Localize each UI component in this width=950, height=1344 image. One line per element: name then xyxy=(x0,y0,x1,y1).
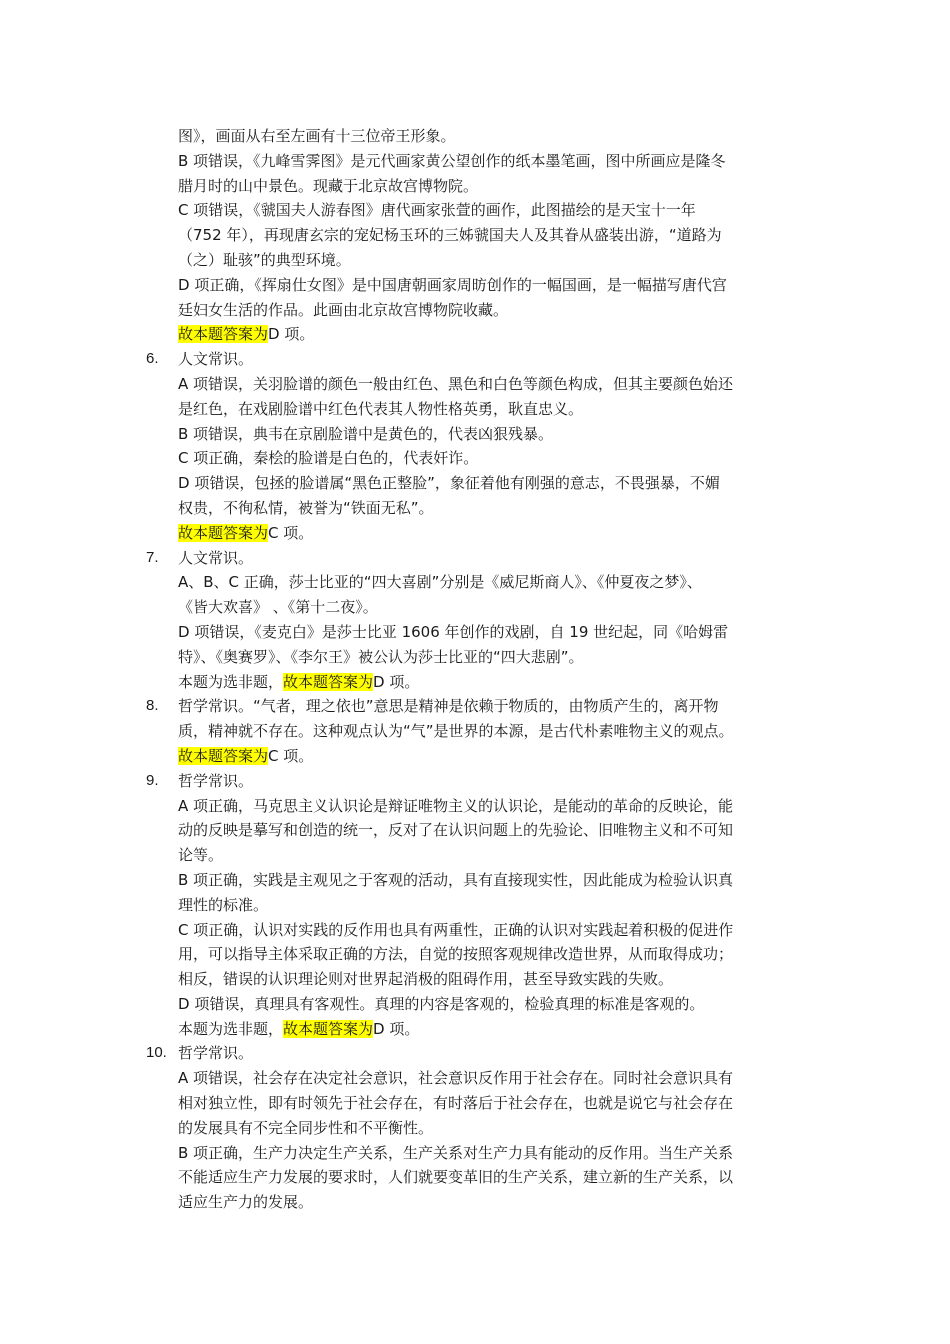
line-text: 人文常识。 xyxy=(178,548,254,567)
line-text: 是红色，在戏剧脸谱中红色代表其人物性格英勇，耿直忠义。 xyxy=(178,399,584,418)
line-text: 权贵，不徇私情，被誉为“铁面无私”。 xyxy=(178,498,434,517)
text-line xyxy=(0,124,950,149)
text-line xyxy=(0,670,950,695)
answer-highlight: 故本题答案为 xyxy=(178,523,269,542)
text-line xyxy=(0,818,950,843)
list-item-first-line xyxy=(0,347,950,372)
answer-highlight: 故本题答案为 xyxy=(178,746,269,765)
text-line xyxy=(0,1116,950,1141)
line-text: A 项正确，马克思主义认识论是辩证唯物主义的认识论，是能动的革命的反映论，能 xyxy=(178,796,734,815)
text-line xyxy=(0,372,950,397)
text-line xyxy=(0,1066,950,1091)
text-line xyxy=(0,1165,950,1190)
text-line xyxy=(0,620,950,645)
answer-highlight: 故本题答案为 xyxy=(178,325,269,344)
line-text: 特》、《奥赛罗》、《李尔王》被公认为莎士比亚的“四大悲剧”。 xyxy=(178,647,584,666)
answer-option: D 项。 xyxy=(373,1019,420,1038)
line-text: B 项正确，生产力决定生产关系，生产关系对生产力具有能动的反作用。当生产关系 xyxy=(178,1143,734,1162)
line-text: 相反，错误的认识理论则对世界起消极的阻碍作用，甚至导致实践的失败。 xyxy=(178,970,674,989)
text-line xyxy=(0,843,950,868)
text-line xyxy=(0,942,950,967)
line-text: C 项正确，认识对实践的反作用也具有两重性，正确的认识对实践起着积极的促进作 xyxy=(178,920,734,939)
text-line xyxy=(0,397,950,422)
text-line xyxy=(0,868,950,893)
text-line xyxy=(0,570,950,595)
line-text: 论等。 xyxy=(178,846,224,865)
list-item-number: 9. xyxy=(146,771,159,789)
line-text: 廷妇女生活的作品。此画由北京故宫博物院收藏。 xyxy=(178,300,509,319)
line-text: C 项错误，《虢国夫人游春图》唐代画家张萱的画作，此图描绘的是天宝十一年 xyxy=(178,201,696,220)
line-text: （752 年），再现唐玄宗的宠妃杨玉环的三姊虢国夫人及其眷从盛装出游，“道路为 xyxy=(178,226,722,245)
text-line xyxy=(0,174,950,199)
text-line xyxy=(0,521,950,546)
text-line xyxy=(0,1091,950,1116)
line-text: 不能适应生产力发展的要求时，人们就要变革旧的生产关系，建立新的生产关系，以 xyxy=(178,1168,734,1187)
text-line xyxy=(0,893,950,918)
line-text: 的发展具有不完全同步性和不平衡性。 xyxy=(178,1118,434,1137)
line-text: 哲学常识。“气者，理之依也”意思是精神是依赖于物质的，由物质产生的，离开物 xyxy=(178,697,719,716)
list-item-number: 8. xyxy=(146,697,159,715)
text-line xyxy=(0,1190,950,1215)
text-line xyxy=(0,322,950,347)
text-line xyxy=(0,645,950,670)
list-item-number: 7. xyxy=(146,548,159,566)
text-line xyxy=(0,298,950,323)
list-item-first-line xyxy=(0,1041,950,1066)
text-line xyxy=(0,595,950,620)
list-item-number: 6. xyxy=(146,350,159,368)
text-line xyxy=(0,1017,950,1042)
document-page xyxy=(0,124,950,1215)
line-text: B 项正确，实践是主观见之于客观的活动，具有直接现实性，因此能成为检验认识真 xyxy=(178,870,734,889)
answer-highlight: 故本题答案为 xyxy=(283,1019,374,1038)
line-text: A 项错误，社会存在决定社会意识，社会意识反作用于社会存在。同时社会意识具有 xyxy=(178,1069,734,1088)
line-text: C 项正确，秦桧的脸谱是白色的，代表奸诈。 xyxy=(178,449,479,468)
line-text: 动的反映是摹写和创造的统一，反对了在认识问题上的先验论、旧唯物主义和不可知 xyxy=(178,821,734,840)
text-line xyxy=(0,198,950,223)
text-line xyxy=(0,967,950,992)
line-text: D 项错误，包拯的脸谱属“黑色正整脸”，象征着他有刚强的意志，不畏强暴，不媚 xyxy=(178,474,720,493)
text-line xyxy=(0,273,950,298)
line-text: 人文常识。 xyxy=(178,350,254,369)
line-text: 相对独立性，即有时领先于社会存在，有时落后于社会存在，也就是说它与社会存在 xyxy=(178,1094,734,1113)
line-text: 哲学常识。 xyxy=(178,1044,254,1063)
text-line xyxy=(0,248,950,273)
line-text: B 项错误，典韦在京剧脸谱中是黄色的，代表凶狠残暴。 xyxy=(178,424,554,443)
text-line xyxy=(0,422,950,447)
line-text: D 项正确，《挥扇仕女图》是中国唐朝画家周昉创作的一幅国画，是一幅描写唐代宫 xyxy=(178,275,727,294)
line-text: 哲学常识。 xyxy=(178,771,254,790)
text-line xyxy=(0,471,950,496)
list-item-first-line xyxy=(0,769,950,794)
answer-option: D 项。 xyxy=(268,325,315,344)
line-text: 腊月时的山中景色。现藏于北京故宫博物院。 xyxy=(178,176,479,195)
text-line xyxy=(0,149,950,174)
text-line xyxy=(0,446,950,471)
text-line xyxy=(0,744,950,769)
answer-option: D 项。 xyxy=(373,672,420,691)
line-text: D 项错误，《麦克白》是莎士比亚 1606 年创作的戏剧，自 19 世纪起，同《哈姆雷 xyxy=(178,622,729,641)
answer-option: C 项。 xyxy=(268,746,314,765)
line-text: A、B、C 正确，莎士比亚的“四大喜剧”分别是《威尼斯商人》、《仲夏夜之梦》、 xyxy=(178,573,702,592)
line-text: 理性的标准。 xyxy=(178,895,269,914)
text-line xyxy=(0,223,950,248)
answer-highlight: 故本题答案为 xyxy=(283,672,374,691)
list-item-number: 10. xyxy=(146,1044,167,1062)
text-line xyxy=(0,918,950,943)
answer-prefix: 本题为选非题， xyxy=(178,672,284,691)
text-line xyxy=(0,1141,950,1166)
answer-prefix: 本题为选非题， xyxy=(178,1019,284,1038)
line-text: 《皆大欢喜》 、《第十二夜》。 xyxy=(178,598,378,617)
line-text: 适应生产力的发展。 xyxy=(178,1193,314,1212)
text-line xyxy=(0,496,950,521)
text-line xyxy=(0,992,950,1017)
answer-option: C 项。 xyxy=(268,523,314,542)
line-text: （之）耻骇”的典型环境。 xyxy=(178,250,351,269)
list-item-first-line xyxy=(0,546,950,571)
line-text: 质，精神就不存在。这种观点认为“气”是世界的本源，是古代朴素唯物主义的观点。 xyxy=(178,722,734,741)
line-text: D 项错误，真理具有客观性。真理的内容是客观的，检验真理的标准是客观的。 xyxy=(178,994,705,1013)
text-line xyxy=(0,719,950,744)
text-line xyxy=(0,794,950,819)
list-item-first-line xyxy=(0,694,950,719)
line-text: 用，可以指导主体采取正确的方法，自觉的按照客观规律改造世界，从而取得成功； xyxy=(178,945,734,964)
line-text: 图》，画面从右至左画有十三位帝王形象。 xyxy=(178,127,456,145)
line-text: B 项错误，《九峰雪霁图》是元代画家黄公望创作的纸本墨笔画，图中所画应是隆冬 xyxy=(178,151,726,170)
line-text: A 项错误，关羽脸谱的颜色一般由红色、黑色和白色等颜色构成，但其主要颜色始还 xyxy=(178,374,734,393)
